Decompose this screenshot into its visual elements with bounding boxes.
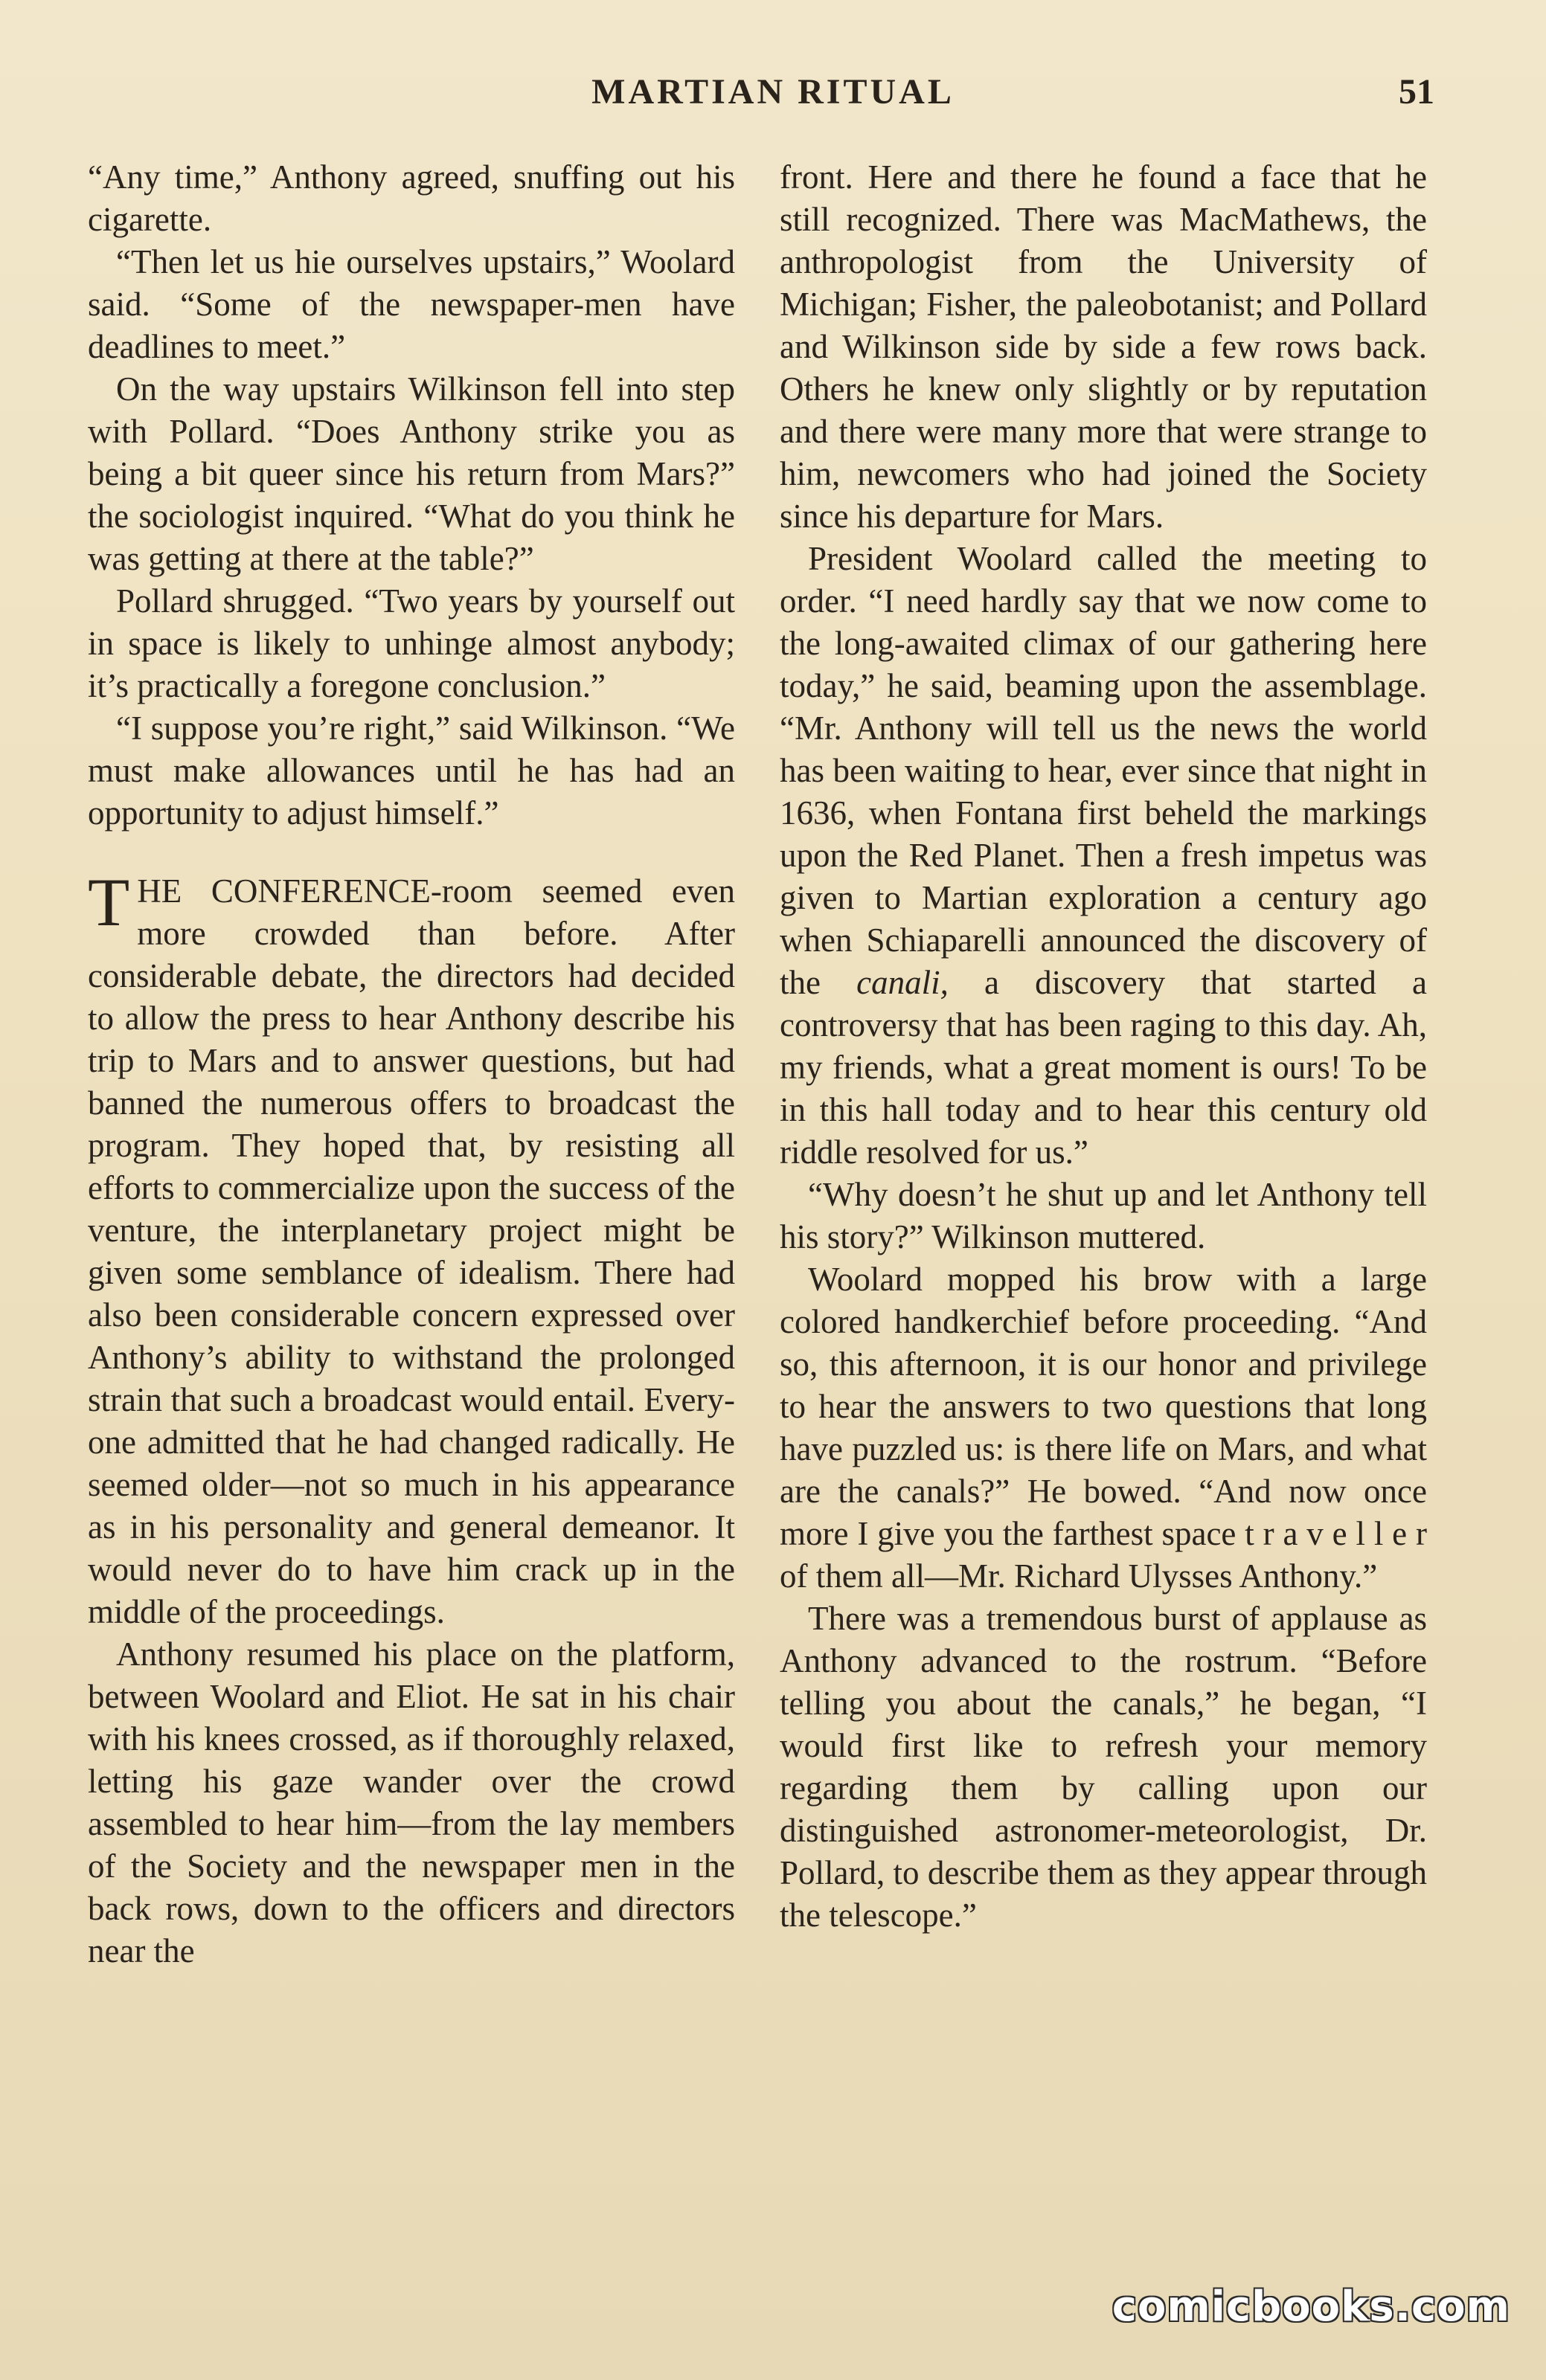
left-column <box>88 156 735 2343</box>
paragraph: Anthony resumed his place on the platform, between Woolard and Eliot. He sat in his chair with his knees crossed, as if thoroughly relaxed, letting his gaze wander over the crowd assembled to hear him—from the lay members of the Society and the newspaper men in the back rows, down to the officers and directors near the <box>88 1636 735 1969</box>
paragraph <box>780 538 1427 1174</box>
paragraph: On the way upstairs Wilkinson fell into step with Pollard. “Does Anthony strike you as being a bit queer since his return from Mars?” the sociologist inquired. “What do you think he was getting at there at the table?” <box>88 370 735 577</box>
paragraph: “Then let us hie ourselves upstairs,” Woolard said. “Some of the newspaper-men have deadlines to meet.” <box>88 243 735 365</box>
right-column <box>780 156 1427 2343</box>
paragraph: front. Here and there he found a face that he still recognized. There was MacMathews, the anthropologist from the University of Michigan; Fisher, the paleobotanist; and Pollard and Wilkinson side by side a few rows back. Others he knew only slightly or by reputation and there were many more that were strange to him, newcomers who had joined the Society since his departure for Mars. <box>780 158 1427 535</box>
paragraph: “Why doesn’t he shut up and let Anthony tell his story?” Wilkinson muttered. <box>780 1176 1427 1255</box>
italic-term: canali, <box>856 964 949 1001</box>
text-columns <box>88 156 1427 2343</box>
drop-cap: T <box>88 864 130 940</box>
watermark-logo: comicbooks.com <box>1112 2283 1510 2331</box>
section-text: HE CONFERENCE-room seemed even more crowded than before. After considerable debate, the directors had decided to allow the press to hear Anthony describe his trip to Mars and to answer questions, but had banned the numerous offers to broadcast the program. They hoped that, by resisting all efforts to commercialize upon the success of the venture, the interplanetary project might be given some semblance of idealism. There had also been considerable concern expressed over Anthony’s ability to withstand the prolonged strain that such a broadcast would entail. Everyone admitted that he had changed radically. He seemed older—not so much in his appearance as in his personality and general demeanor. It would never do to have him crack up in the middle of the proceedings. <box>88 872 735 1630</box>
text-run: a discovery that started a controversy that has been raging to this day. Ah, my friends, what a great moment is ours! To be in this hall today and to hear this century old riddle resolved for us.” <box>780 964 1427 1171</box>
paragraph: Woolard mopped his brow with a large colored handkerchief before proceeding. “And so, this afternoon, it is our honor and privilege to hear the answers to two questions that long have puzzled us: is there life on Mars, and what are the canals?” He bowed. “And now once more I give you the farthest space t r a v e l l e r of them all—Mr. Richard Ulysses Anthony.” <box>780 1261 1427 1595</box>
text-run: President Woolard called the meeting to order. “I need hardly say that we now come to the long-awaited climax of our gathering here today,” he said, beaming upon the assemblage. “Mr. Anthony will tell us the news the world has been waiting to hear, ever since that night in 1636, when Fontana first beheld the markings upon the Red Planet. Then a fresh impetus was given to Martian exploration a century ago when Schiaparelli announced the discovery of the <box>780 540 1427 1001</box>
running-title: MARTIAN RITUAL <box>591 72 955 112</box>
page-header <box>97 71 1449 123</box>
paragraph: Pollard shrugged. “Two years by yourself out in space is likely to unhinge almost anybody; it’s practically a foregone conclusion.” <box>88 582 735 704</box>
page-number: 51 <box>1399 72 1434 112</box>
section-paragraph <box>88 864 735 1633</box>
paragraph: There was a tremendous burst of applause as Anthony advanced to the rostrum. “Before telling you about the canals,” he began, “I would first like to refresh your memory regarding them by calling upon our distinguished astronomer-meteorologist, Dr. Pollard, to describe them as they appear through the telescope.” <box>780 1600 1427 1934</box>
paragraph: “I suppose you’re right,” said Wilkinson. “We must make allowances until he has had an opportunity to adjust himself.” <box>88 710 735 832</box>
paragraph: “Any time,” Anthony agreed, snuffing out his cigarette. <box>88 158 735 238</box>
